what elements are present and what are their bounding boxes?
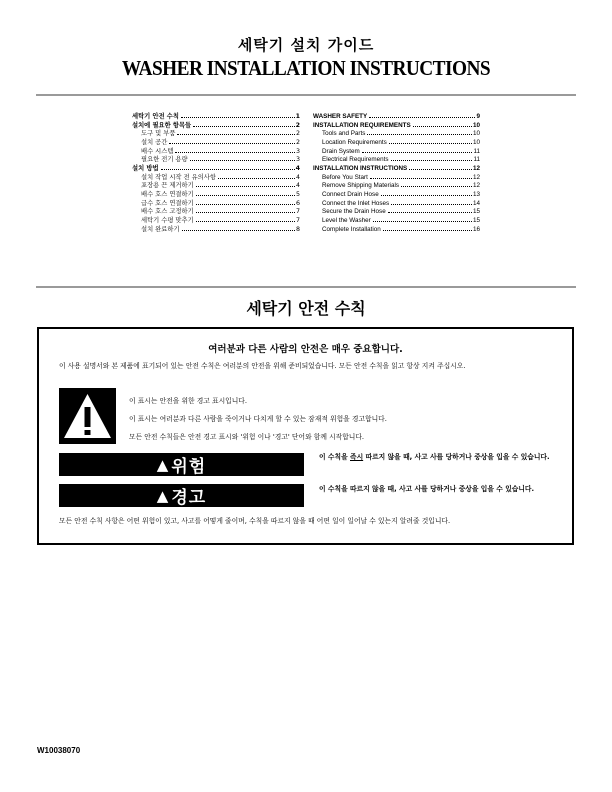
toc-entry-page: 1	[295, 113, 300, 120]
toc-entry	[132, 226, 300, 235]
warning-signal-bar	[59, 484, 304, 507]
header-rule	[36, 94, 576, 96]
safety-closing: 모든 안전 수칙 사항은 어떤 위험이 있고, 사고를 어떻게 줄이며, 수칙을 따르지 않을 때 어떤 일이 일어날 수 있는지 알려줄 것입니다.	[59, 517, 451, 525]
toc-entry-label: INSTALLATION REQUIREMENTS	[313, 121, 411, 129]
title-korean: 세탁기 설치 가이드	[237, 36, 375, 54]
toc-entry-page: 4	[295, 182, 300, 190]
toc-dot-leader	[373, 221, 472, 222]
toc-entry-label: Electrical Requirements	[322, 156, 389, 164]
toc-entry-label: 설치 방법	[132, 164, 159, 172]
toc-entry	[313, 165, 480, 174]
toc-entry	[313, 208, 480, 217]
document-number: W10038070	[37, 746, 81, 755]
toc-entry	[313, 130, 480, 139]
toc-dot-leader	[218, 178, 295, 179]
toc-entry	[313, 122, 480, 131]
toc-english	[313, 113, 480, 234]
toc-entry-label: WASHER SAFETY	[313, 113, 368, 120]
toc-entry	[132, 174, 300, 183]
toc-entry-page: 4	[295, 164, 300, 172]
toc-dot-leader	[169, 143, 295, 144]
toc-dot-leader	[161, 169, 295, 170]
toc-entry	[313, 200, 480, 209]
toc-entry-page: 11	[473, 147, 480, 155]
toc-entry-label: 설치 작업 시작 전 유의사항	[141, 173, 216, 181]
toc-entry-page: 9	[476, 113, 480, 120]
danger-signal-bar	[59, 453, 304, 476]
toc-entry-page: 14	[472, 199, 480, 207]
toc-entry-page: 2	[295, 121, 300, 129]
toc-entry	[313, 139, 480, 148]
toc-entry-label: Location Requirements	[322, 138, 387, 146]
toc-entry	[132, 113, 300, 122]
toc-entry-label: 세탁기 안전 수칙	[132, 113, 179, 120]
toc-entry-page: 5	[295, 190, 300, 198]
toc-dot-leader	[388, 212, 472, 213]
toc-entry-label: 포장용 끈 제거하기	[141, 182, 194, 190]
danger-word: 위험	[171, 457, 207, 477]
toc-entry-page: 11	[473, 156, 480, 164]
toc-entry	[313, 191, 480, 200]
toc-entry	[132, 130, 300, 139]
toc-entry-page: 10	[472, 121, 480, 129]
safety-alert-icon	[59, 388, 116, 444]
toc-entry-label: Level the Washer	[322, 216, 371, 224]
toc-dot-leader	[196, 221, 295, 222]
toc-dot-leader	[383, 230, 472, 231]
toc-entry	[313, 148, 480, 157]
toc-entry	[313, 226, 480, 235]
toc-entry-label: Remove Shipping Materials	[322, 182, 399, 190]
toc-entry-page: 10	[472, 130, 480, 138]
toc-entry-label: 배수 호스 고정하기	[141, 208, 194, 216]
toc-entry-label: Connect the Inlet Hoses	[322, 199, 390, 207]
toc-entry	[313, 113, 480, 122]
toc-dot-leader	[181, 117, 295, 118]
warning-word: 경고	[171, 488, 207, 508]
toc-entry	[132, 139, 300, 148]
toc-entry-page: 13	[472, 190, 480, 198]
title-english: WASHER INSTALLATION INSTRUCTIONS	[121, 56, 491, 80]
toc-entry	[132, 156, 300, 165]
safety-heading: 여러분과 다른 사람의 안전은 매우 중요합니다.	[208, 344, 403, 355]
warning-triangle-icon: ▲	[156, 455, 169, 474]
toc-dot-leader	[381, 195, 472, 196]
toc-entry-page: 6	[295, 199, 300, 207]
toc-entry-label: 설치 완료하기	[141, 225, 180, 233]
toc-entry-label: 세탁기 수평 맞추기	[141, 216, 194, 224]
toc-entry-page: 4	[295, 173, 300, 181]
toc-dot-leader	[196, 195, 295, 196]
toc-entry-label: Complete Installation	[322, 225, 381, 233]
toc-entry	[132, 182, 300, 191]
toc-entry-label: 배수 시스템	[141, 147, 174, 155]
toc-entry	[132, 165, 300, 174]
toc-entry-label: INSTALLATION INSTRUCTIONS	[313, 164, 408, 172]
toc-entry-label: 도구 및 부품	[141, 130, 176, 138]
toc-entry-page: 8	[295, 225, 300, 233]
toc-entry-page: 12	[472, 182, 480, 190]
toc-entry-label: Before You Start	[322, 173, 368, 181]
toc-dot-leader	[196, 186, 295, 187]
toc-entry	[132, 191, 300, 200]
toc-dot-leader	[196, 212, 295, 213]
toc-entry-label: Tools and Parts	[322, 130, 366, 138]
toc-entry	[313, 156, 480, 165]
toc-dot-leader	[177, 134, 295, 135]
toc-dot-leader	[389, 143, 472, 144]
toc-entry-page: 3	[295, 156, 300, 164]
toc-dot-leader	[401, 186, 472, 187]
symbol-line-1: 이 표시는 안전을 위한 경고 표시입니다.	[129, 397, 248, 405]
toc-entry-label: 급수 호스 연결하기	[141, 199, 194, 207]
toc-dot-leader	[391, 160, 473, 161]
toc-dot-leader	[175, 152, 295, 153]
toc-dot-leader	[190, 160, 295, 161]
toc-entry	[132, 122, 300, 131]
toc-entry-label: 필요한 전기 용량	[141, 156, 188, 164]
toc-entry	[132, 208, 300, 217]
symbol-line-2: 이 표시는 여러분과 다른 사람을 죽이거나 다치게 할 수 있는 잠재적 위험을 경고합니다.	[129, 415, 387, 423]
toc-entry-page: 7	[295, 216, 300, 224]
toc-dot-leader	[369, 117, 475, 118]
safety-box	[37, 327, 574, 545]
warning-triangle-icon: ▲	[156, 486, 169, 505]
toc-dot-leader	[182, 230, 295, 231]
warning-text: 이 수칙을 따르지 않을 때, 사고 사를 당하거나 중상을 입을 수 있습니다.	[319, 485, 535, 493]
toc-entry-label: 배수 호스 연결하기	[141, 190, 194, 198]
toc-dot-leader	[409, 169, 472, 170]
toc-entry	[132, 148, 300, 157]
toc-entry-page: 3	[295, 147, 300, 155]
toc-dot-leader	[367, 134, 472, 135]
toc-entry	[313, 182, 480, 191]
safety-intro: 이 사용 설명서와 본 제품에 표기되어 있는 안전 수칙은 여러분의 안전을 위해 준비되었습니다. 모든 안전 수칙을 읽고 항상 지켜 주십시오.	[59, 362, 466, 370]
toc-dot-leader	[391, 204, 472, 205]
toc-entry-page: 2	[295, 130, 300, 138]
section-rule	[36, 286, 576, 288]
toc-dot-leader	[193, 126, 294, 127]
toc-dot-leader	[370, 178, 472, 179]
toc-dot-leader	[362, 152, 473, 153]
section-title: 세탁기 안전 수칙	[246, 299, 366, 318]
symbol-line-3: 모든 안전 수칙들은 안전 경고 표시와 '위험 이나 '경고' 단어와 함께 시작합니다.	[129, 433, 365, 441]
toc-entry	[313, 217, 480, 226]
toc-entry-page: 15	[472, 216, 480, 224]
toc-entry-label: Secure the Drain Hose	[322, 208, 386, 216]
toc-entry-label: Drain System	[322, 147, 360, 155]
toc-entry-page: 16	[472, 225, 480, 233]
toc-entry-page: 10	[472, 138, 480, 146]
toc-entry-page: 15	[472, 208, 480, 216]
danger-text: 이 수칙을 즉시 따르지 않을 때, 사고 사를 당하거나 중상을 입을 수 있습니다.	[319, 453, 550, 461]
toc-entry-label: Connect Drain Hose	[322, 190, 379, 198]
toc-dot-leader	[196, 204, 295, 205]
toc-korean	[132, 113, 300, 234]
toc-entry	[313, 174, 480, 183]
toc-entry-page: 7	[295, 208, 300, 216]
toc-entry	[132, 217, 300, 226]
toc-dot-leader	[413, 126, 472, 127]
toc-entry-page: 2	[295, 138, 300, 146]
toc-entry-label: 설치에 필요한 항목들	[132, 121, 192, 129]
toc-entry-page: 12	[472, 164, 480, 172]
toc-entry-label: 설치 공간	[141, 138, 168, 146]
toc-entry	[132, 200, 300, 209]
toc-entry-page: 12	[472, 173, 480, 181]
